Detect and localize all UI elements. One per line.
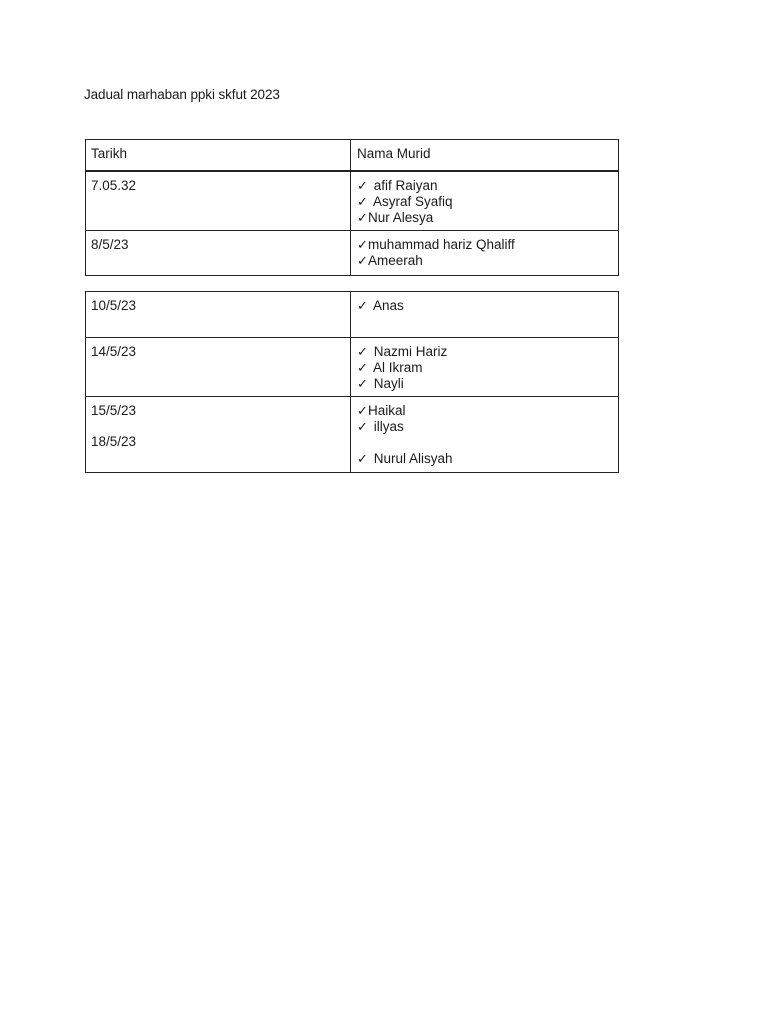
check-icon: ✓ xyxy=(357,452,368,468)
student-entry xyxy=(357,237,613,253)
date-cell: 14/5/23 xyxy=(86,338,351,396)
student-name: muhammad hariz Qhaliff xyxy=(368,237,515,252)
student-entry xyxy=(357,253,613,269)
date-entry: 15/5/23 xyxy=(91,403,137,418)
student-name: Nur Alesya xyxy=(368,210,434,226)
table-header-row xyxy=(86,140,618,171)
check-icon: ✓ xyxy=(357,404,368,419)
student-name: illyas xyxy=(373,419,404,435)
header-date: Tarikh xyxy=(86,140,351,170)
names-cell xyxy=(351,292,618,337)
check-icon: ✓ xyxy=(357,238,368,253)
student-name: Asyraf Syafiq xyxy=(373,194,453,210)
check-icon: ✓ xyxy=(357,254,368,270)
header-names: Nama Murid xyxy=(357,146,431,161)
table-row xyxy=(86,337,618,396)
date-cell: 7.05.32 xyxy=(86,172,351,230)
date-cell: 8/5/23 xyxy=(86,231,351,275)
names-cell xyxy=(351,231,618,275)
student-entry xyxy=(357,376,613,392)
names-cell xyxy=(351,338,618,396)
document-title: Jadual marhaban ppki skfut 2023 xyxy=(84,87,280,102)
student-entry xyxy=(357,178,613,194)
student-name: afif Raiyan xyxy=(373,178,438,193)
table-row xyxy=(86,171,618,230)
check-icon: ✓ xyxy=(357,179,368,194)
check-icon: ✓ xyxy=(357,377,368,393)
check-icon: ✓ xyxy=(357,345,368,360)
check-icon: ✓ xyxy=(357,361,368,377)
student-name: Nayli xyxy=(373,376,404,392)
student-entry xyxy=(357,298,613,314)
date-entry: 18/5/23 xyxy=(91,434,137,450)
student-entry xyxy=(357,419,613,435)
student-entry xyxy=(357,344,613,360)
check-icon: ✓ xyxy=(357,420,368,436)
student-entry xyxy=(357,194,613,210)
names-cell xyxy=(351,397,618,472)
student-entry xyxy=(357,451,613,467)
schedule-table-2 xyxy=(85,291,619,473)
table-row xyxy=(86,230,618,275)
student-name: Anas xyxy=(373,298,404,313)
check-icon: ✓ xyxy=(357,211,368,227)
student-name: Ameerah xyxy=(368,253,423,269)
student-entry xyxy=(357,210,613,226)
table-row xyxy=(86,292,618,337)
student-name: Nazmi Hariz xyxy=(373,344,448,359)
names-cell xyxy=(351,172,618,230)
student-name: Haikal xyxy=(368,403,406,418)
schedule-table-1 xyxy=(85,139,619,276)
student-name: Nurul Alisyah xyxy=(373,451,453,467)
date-cell: 10/5/23 xyxy=(86,292,351,337)
student-entry xyxy=(357,403,613,419)
student-name: Al Ikram xyxy=(373,360,423,376)
check-icon: ✓ xyxy=(357,195,368,211)
check-icon: ✓ xyxy=(357,299,368,314)
table-row xyxy=(86,396,618,472)
date-cell xyxy=(86,397,351,472)
student-entry xyxy=(357,360,613,376)
